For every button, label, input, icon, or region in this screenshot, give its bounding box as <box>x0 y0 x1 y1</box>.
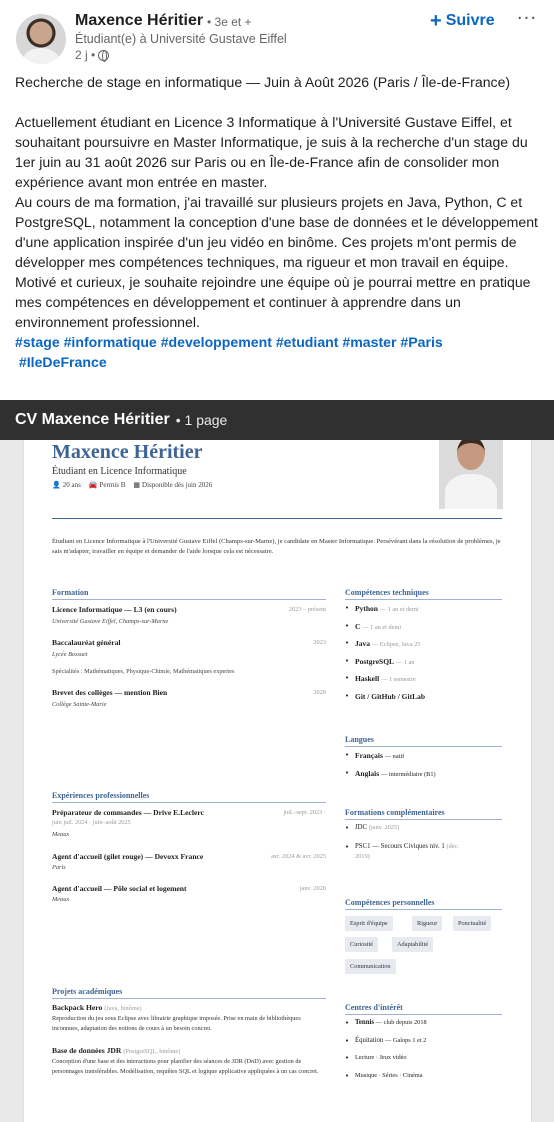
soft-skill-tag: Ponctualité <box>453 916 491 931</box>
skill-item: • Git / GitHub / GitLab <box>345 692 425 710</box>
cv-photo-face <box>457 436 485 470</box>
skill-item: • C — 1 an et demi <box>345 622 425 640</box>
project-title <box>52 1003 142 1012</box>
post-header <box>0 0 554 68</box>
connection-degree: • 3e et + <box>207 15 252 29</box>
interests-list <box>345 1019 427 1089</box>
interest-item: • Lecture · Jeux vidéo <box>345 1054 427 1072</box>
formation-bac-school: Lycée Bossuet <box>52 651 88 658</box>
person-icon: 👤 <box>52 481 61 489</box>
car-icon: 🚘 <box>88 481 98 489</box>
interest-item: • Tennis — club depuis 2018 <box>345 1019 427 1037</box>
hashtag-link[interactable]: #stage <box>15 334 60 350</box>
experience-date: juin juil. 2024 · juin–août 2025 <box>52 819 131 826</box>
cv-infos <box>52 481 212 489</box>
experience-title: Agent d'accueil — Pôle social et logement <box>52 884 187 893</box>
info-availability-text: Disponible dès juin 2026 <box>142 481 213 489</box>
follow-button[interactable] <box>430 9 495 33</box>
formation-brevet-date: 2020 <box>313 689 326 696</box>
section-divider <box>52 802 326 803</box>
plus-icon: + <box>430 10 442 32</box>
section-formation-title: Formation <box>52 588 89 597</box>
cv-divider <box>52 518 502 519</box>
formation-bac-date: 2023 <box>313 639 326 646</box>
formation-brevet-title: Brevet des collèges — mention Bien <box>52 688 168 697</box>
section-divider <box>52 599 326 600</box>
complementary-item: • JDC (janv. 2025) <box>345 824 459 842</box>
document-title: CV Maxence Héritier <box>15 411 170 428</box>
formation-l3-title: Licence Informatique — L3 (en cours) <box>52 605 177 614</box>
experience-date: juil.–sept. 2023 · <box>283 809 326 816</box>
experience-title: Agent d'accueil (gilet rouge) — Devoxx France <box>52 852 204 861</box>
cv-page <box>24 407 531 1122</box>
complementary-list <box>345 824 459 872</box>
document-page-count: • 1 page <box>175 412 228 428</box>
language-item: • Anglais — intermédiaire (B1) <box>345 769 436 787</box>
project-tech: (PostgreSQL, binôme) <box>123 1048 181 1055</box>
section-divider <box>345 909 502 910</box>
soft-skill-tag: Curiosité <box>345 937 378 952</box>
formation-l3-date: 2023 – présent <box>288 606 326 613</box>
interest-item: • Musique · Séries · Cinéma <box>345 1072 427 1090</box>
globe-icon <box>98 50 109 61</box>
hashtag-link[interactable]: #Paris <box>400 334 443 350</box>
skill-item: • Python — 1 an et demi <box>345 604 425 622</box>
project-name: Backpack Hero <box>52 1003 103 1012</box>
section-divider <box>52 998 326 999</box>
languages-list <box>345 751 436 786</box>
soft-skill-tag: Communication <box>345 959 396 974</box>
follow-label: Suivre <box>445 12 495 29</box>
hashtag-link[interactable]: #IleDeFrance <box>18 354 107 370</box>
author-name[interactable]: Maxence Héritier <box>75 12 204 29</box>
avatar-shirt <box>23 48 59 64</box>
section-divider <box>345 599 502 600</box>
soft-skill-tag: Adaptabilité <box>392 937 433 952</box>
hashtags <box>15 332 543 372</box>
author-headline: Étudiant(e) à Université Gustave Eiffel <box>75 32 287 46</box>
post-paragraph: Au cours de ma formation, j'ai travaillé sur plusieurs projets en Java, Python, C et PostgreSQL, notamment la conception d'une base de données et le développement d'une application inspirée d'un jeu vidéo en binôme. Ces projets m'ont permis de développer mes compétences techniques, ma rigueur et mon travail en équipe. <box>15 194 538 270</box>
experience-place: Paris <box>52 864 66 871</box>
info-age-text: 20 ans <box>62 481 81 489</box>
hashtag-link[interactable]: #etudiant <box>275 334 339 350</box>
skill-item: • PostgreSQL — 1 an <box>345 657 425 675</box>
technical-skills-list <box>345 604 425 709</box>
section-divider <box>345 1014 502 1015</box>
cv-photo-body <box>445 474 497 509</box>
experience-place: Meaux <box>52 831 70 838</box>
info-license-text: Permis B <box>99 481 126 489</box>
interest-item: • Équitation — Galops 1 et 2 <box>345 1037 427 1055</box>
project-name: Base de données JDR <box>52 1046 122 1055</box>
experience-title: Préparateur de commandes — Drive E.Leclerc <box>52 808 204 817</box>
language-item: • Français — natif <box>345 751 436 769</box>
section-experiences-title: Expériences professionnelles <box>52 791 150 800</box>
cv-name: Maxence Héritier <box>52 441 203 463</box>
post-paragraph: Actuellement étudiant en Licence 3 Informatique à l'Université Gustave Eiffel, et souhaitant poursuivre en Master Informatique, je suis à la recherche d'un stage du 1er juin au 31 août 2026 sur Paris ou en Île-de-France afin de consolider mon expérience avant mon entrée en master. <box>15 114 528 190</box>
document-title-bar <box>0 400 554 440</box>
info-license <box>89 481 126 489</box>
post-paragraph: Motivé et curieux, je souhaite rejoindre une équipe où je pourrai mettre en pratique mes compétences en développement et continuer à apprendre dans un environnement professionnel. <box>15 274 531 330</box>
section-personnelles-title: Compétences personnelles <box>345 898 435 907</box>
formation-l3-school: Université Gustave Eiffel, Champs-sur-Marne <box>52 618 169 625</box>
experience-place: Meaux <box>52 896 70 903</box>
hashtag-link[interactable]: #informatique <box>63 334 157 350</box>
post-meta <box>75 48 109 62</box>
section-competences-title: Compétences techniques <box>345 588 429 597</box>
section-langues-title: Langues <box>345 735 374 744</box>
soft-skill-tag: Rigueur <box>412 916 442 931</box>
formation-bac-title: Baccalauréat général <box>52 638 121 647</box>
section-divider <box>345 819 502 820</box>
experience-date: janv. 2020 <box>299 885 326 892</box>
info-age <box>52 481 81 489</box>
complementary-item: • PSC1 — Secours Civiques niv. 1 (déc. 2019) <box>345 842 459 872</box>
avatar[interactable] <box>16 14 66 64</box>
calendar-icon: ▦ <box>133 481 141 489</box>
more-options-button[interactable]: ··· <box>514 6 540 30</box>
project-tech: (Java, binôme) <box>104 1005 142 1012</box>
document-viewer[interactable] <box>0 400 554 1122</box>
post-heading: Recherche de stage en informatique — Juin à Août 2026 (Paris / Île-de-France) <box>15 74 511 90</box>
experience-date: avr. 2024 & avr. 2025 <box>271 853 326 860</box>
info-availability <box>133 481 212 489</box>
project-description: Reproduction du jeu sous Eclipse avec librairie graphique imposée. Prise en main de bibliothèques inconnues, adaptation des notions de cours à un besoin concret. <box>52 1015 301 1032</box>
cv-subtitle: Étudiant en Licence Informatique <box>52 466 187 477</box>
project-description: Conception d'une base et des interactions pour planifier des séances de JDR (DnD) avec gestion de personnages transférables. Modélisation, requêtes SQL et logique applicative appliquées à un cas concret. <box>52 1058 319 1075</box>
section-projets-title: Projets académiques <box>52 987 123 996</box>
skill-item: • Haskell — 1 semestre <box>345 674 425 692</box>
skill-item: • Java — Eclipse, Java 25 <box>345 639 425 657</box>
project-title <box>52 1046 180 1055</box>
formation-brevet-school: Collège Sainte-Marie <box>52 701 107 708</box>
cv-summary: Étudiant en Licence Informatique à l'Université Gustave Eiffel (Champs-sur-Marne), je candidate en Master Informatique. Persévérant dans la résolution de problèmes, je sais m'adapter, travailler en équipe et demander de l'aide lorsque cela est nécessaire. <box>52 538 501 555</box>
hashtag-link[interactable]: #master <box>342 334 397 350</box>
section-complementaires-title: Formations complémentaires <box>345 808 445 817</box>
post-text <box>15 72 543 372</box>
hashtag-link[interactable]: #developpement <box>160 334 272 350</box>
section-interets-title: Centres d'intérêt <box>345 1003 403 1012</box>
formation-bac-specialities: Spécialités : Mathématiques, Physique-Chimie, Mathématiques expertes <box>52 668 235 675</box>
section-divider <box>345 746 502 747</box>
post-time: 2 j • <box>75 48 96 62</box>
soft-skill-tag: Esprit d'équipe <box>345 916 393 931</box>
